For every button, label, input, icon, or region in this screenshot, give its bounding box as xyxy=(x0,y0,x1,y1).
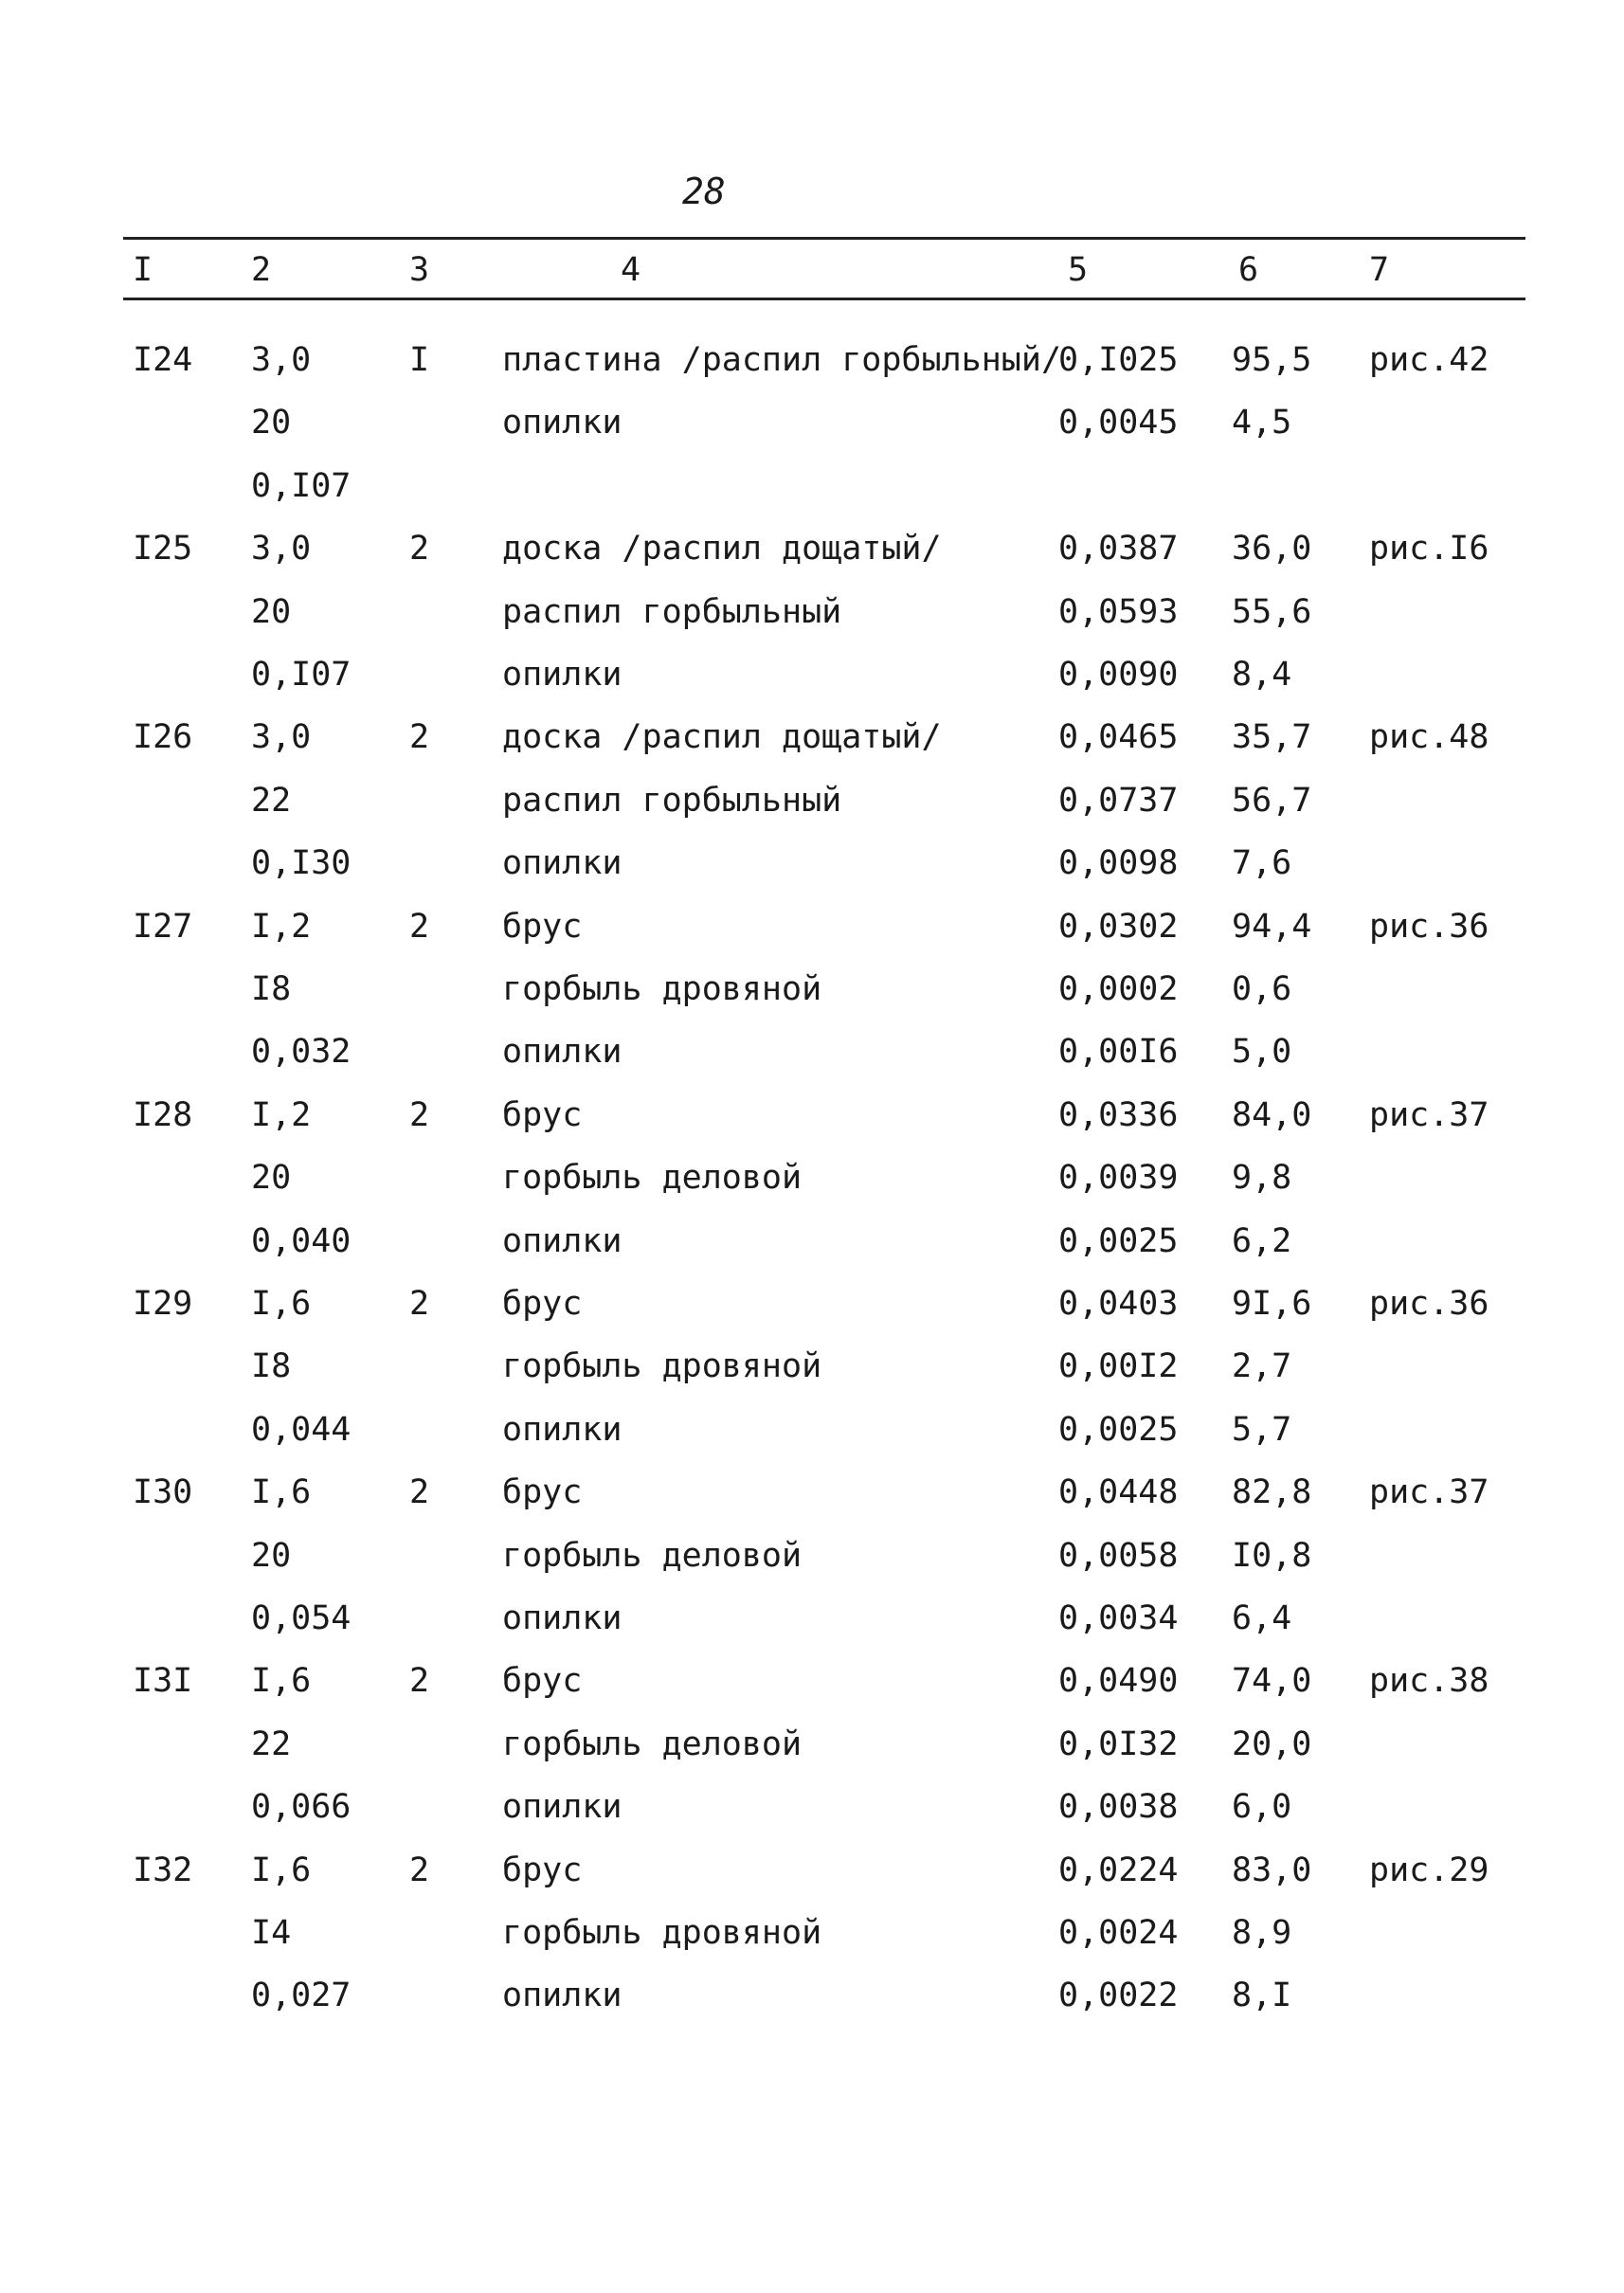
header-col-5: 5 xyxy=(1068,251,1089,289)
figure-ref-cell: рис.37 xyxy=(1369,1095,1489,1134)
dimension-cell: 20 xyxy=(251,592,292,631)
table-row xyxy=(0,1023,1624,1080)
count-cell: 2 xyxy=(409,1851,430,1889)
percent-cell: 9,8 xyxy=(1232,1159,1292,1198)
percent-cell: 74,0 xyxy=(1232,1662,1312,1701)
dimension-cell: 0,032 xyxy=(251,1033,352,1072)
product-name-cell: опилки xyxy=(502,1788,623,1827)
product-name-cell: горбыль дровяной xyxy=(502,1914,822,1952)
table-row xyxy=(0,1527,1624,1584)
percent-cell: 94,4 xyxy=(1232,907,1312,946)
percent-cell: 7,6 xyxy=(1232,844,1292,883)
percent-cell: 36,0 xyxy=(1232,530,1312,569)
table-header xyxy=(0,242,1624,298)
dimension-cell: I8 xyxy=(251,970,292,1008)
page-number: 28 xyxy=(682,171,726,212)
volume-cell: 0,0090 xyxy=(1058,656,1179,694)
product-name-cell: брус xyxy=(502,1662,583,1701)
volume-cell: 0,0034 xyxy=(1058,1599,1179,1637)
volume-cell: 0,0039 xyxy=(1058,1159,1179,1198)
percent-cell: 5,7 xyxy=(1232,1410,1292,1449)
header-col-7: 7 xyxy=(1369,251,1390,289)
product-name-cell: доска /распил дощатый/ xyxy=(502,718,942,757)
header-rule-top xyxy=(123,237,1525,240)
product-name-cell: доска /распил дощатый/ xyxy=(502,530,942,569)
volume-cell: 0,00I6 xyxy=(1058,1033,1179,1072)
table-row xyxy=(0,584,1624,641)
table-row xyxy=(0,1401,1624,1458)
table-row xyxy=(0,394,1624,451)
volume-cell: 0,0336 xyxy=(1058,1095,1179,1134)
table-row xyxy=(0,1716,1624,1773)
count-cell: 2 xyxy=(409,718,430,757)
table-row xyxy=(0,898,1624,955)
dimension-cell: 3,0 xyxy=(251,530,312,569)
percent-cell: 95,5 xyxy=(1232,341,1312,379)
table-row xyxy=(0,772,1624,829)
product-name-cell: брус xyxy=(502,1473,583,1512)
table-row xyxy=(0,332,1624,388)
volume-cell: 0,I025 xyxy=(1058,341,1179,379)
dimension-cell: 0,066 xyxy=(251,1788,352,1827)
product-name-cell: пластина /распил горбыльный/ xyxy=(502,341,1062,379)
product-name-cell: брус xyxy=(502,1095,583,1134)
product-name-cell: опилки xyxy=(502,1221,623,1260)
dimension-cell: 22 xyxy=(251,781,292,820)
product-name-cell: горбыль деловой xyxy=(502,1724,803,1763)
row-number-cell: I28 xyxy=(133,1095,193,1134)
volume-cell: 0,0045 xyxy=(1058,404,1179,442)
percent-cell: 82,8 xyxy=(1232,1473,1312,1512)
table-row xyxy=(0,1213,1624,1270)
product-name-cell: брус xyxy=(502,907,583,946)
table-row xyxy=(0,835,1624,892)
row-number-cell: I24 xyxy=(133,341,193,379)
product-name-cell: опилки xyxy=(502,1977,623,2015)
percent-cell: 4,5 xyxy=(1232,404,1292,442)
product-name-cell: горбыль деловой xyxy=(502,1536,803,1575)
header-rule-bottom xyxy=(123,298,1525,300)
header-col-4: 4 xyxy=(621,251,641,289)
percent-cell: 6,2 xyxy=(1232,1221,1292,1260)
dimension-cell: I,2 xyxy=(251,907,312,946)
volume-cell: 0,0490 xyxy=(1058,1662,1179,1701)
dimension-cell: 20 xyxy=(251,404,292,442)
table-row xyxy=(0,520,1624,577)
row-number-cell: I3I xyxy=(133,1662,193,1701)
volume-cell: 0,0387 xyxy=(1058,530,1179,569)
percent-cell: 83,0 xyxy=(1232,1851,1312,1889)
row-number-cell: I29 xyxy=(133,1285,193,1323)
volume-cell: 0,00I2 xyxy=(1058,1347,1179,1386)
dimension-cell: 0,I30 xyxy=(251,844,352,883)
percent-cell: 20,0 xyxy=(1232,1724,1312,1763)
table-row xyxy=(0,1149,1624,1206)
table-row xyxy=(0,1338,1624,1395)
product-name-cell: опилки xyxy=(502,1033,623,1072)
figure-ref-cell: рис.48 xyxy=(1369,718,1489,757)
dimension-cell: I,6 xyxy=(251,1662,312,1701)
volume-cell: 0,0593 xyxy=(1058,592,1179,631)
dimension-cell: 22 xyxy=(251,1724,292,1763)
percent-cell: 5,0 xyxy=(1232,1033,1292,1072)
dimension-cell: 3,0 xyxy=(251,341,312,379)
percent-cell: 8,4 xyxy=(1232,656,1292,694)
dimension-cell: 20 xyxy=(251,1536,292,1575)
product-name-cell: опилки xyxy=(502,1410,623,1449)
volume-cell: 0,0098 xyxy=(1058,844,1179,883)
figure-ref-cell: рис.38 xyxy=(1369,1662,1489,1701)
product-name-cell: опилки xyxy=(502,844,623,883)
dimension-cell: I,6 xyxy=(251,1285,312,1323)
volume-cell: 0,0024 xyxy=(1058,1914,1179,1952)
figure-ref-cell: рис.36 xyxy=(1369,1285,1489,1323)
table-row xyxy=(0,1778,1624,1835)
table-row xyxy=(0,1087,1624,1144)
count-cell: 2 xyxy=(409,1095,430,1134)
header-col-6: 6 xyxy=(1238,251,1259,289)
volume-cell: 0,0465 xyxy=(1058,718,1179,757)
table-row xyxy=(0,1464,1624,1521)
dimension-cell: I,2 xyxy=(251,1095,312,1134)
volume-cell: 0,0002 xyxy=(1058,970,1179,1008)
table-row xyxy=(0,458,1624,515)
row-number-cell: I26 xyxy=(133,718,193,757)
row-number-cell: I27 xyxy=(133,907,193,946)
dimension-cell: 0,027 xyxy=(251,1977,352,2015)
percent-cell: 56,7 xyxy=(1232,781,1312,820)
row-number-cell: I30 xyxy=(133,1473,193,1512)
percent-cell: 2,7 xyxy=(1232,1347,1292,1386)
dimension-cell: 0,044 xyxy=(251,1410,352,1449)
figure-ref-cell: рис.42 xyxy=(1369,341,1489,379)
table-row xyxy=(0,1842,1624,1899)
product-name-cell: распил горбыльный xyxy=(502,781,842,820)
dimension-cell: 0,I07 xyxy=(251,656,352,694)
volume-cell: 0,0025 xyxy=(1058,1410,1179,1449)
table-row xyxy=(0,1967,1624,2024)
table-row xyxy=(0,1590,1624,1647)
percent-cell: 6,4 xyxy=(1232,1599,1292,1637)
figure-ref-cell: рис.37 xyxy=(1369,1473,1489,1512)
volume-cell: 0,0038 xyxy=(1058,1788,1179,1827)
volume-cell: 0,0022 xyxy=(1058,1977,1179,2015)
header-col-1: I xyxy=(133,251,153,289)
product-name-cell: брус xyxy=(502,1285,583,1323)
volume-cell: 0,0403 xyxy=(1058,1285,1179,1323)
product-name-cell: опилки xyxy=(502,656,623,694)
count-cell: 2 xyxy=(409,1285,430,1323)
percent-cell: 9I,6 xyxy=(1232,1285,1312,1323)
figure-ref-cell: рис.I6 xyxy=(1369,530,1489,569)
table-row xyxy=(0,709,1624,766)
count-cell: I xyxy=(409,341,430,379)
volume-cell: 0,0302 xyxy=(1058,907,1179,946)
percent-cell: 84,0 xyxy=(1232,1095,1312,1134)
dimension-cell: 3,0 xyxy=(251,718,312,757)
percent-cell: 8,9 xyxy=(1232,1914,1292,1952)
percent-cell: 35,7 xyxy=(1232,718,1312,757)
count-cell: 2 xyxy=(409,1473,430,1512)
percent-cell: I0,8 xyxy=(1232,1536,1312,1575)
table-row xyxy=(0,961,1624,1018)
percent-cell: 8,I xyxy=(1232,1977,1292,2015)
dimension-cell: I8 xyxy=(251,1347,292,1386)
count-cell: 2 xyxy=(409,530,430,569)
header-col-2: 2 xyxy=(251,251,272,289)
product-name-cell: горбыль дровяной xyxy=(502,970,822,1008)
product-name-cell: брус xyxy=(502,1851,583,1889)
product-name-cell: горбыль дровяной xyxy=(502,1347,822,1386)
dimension-cell: I4 xyxy=(251,1914,292,1952)
percent-cell: 0,6 xyxy=(1232,970,1292,1008)
product-name-cell: опилки xyxy=(502,404,623,442)
volume-cell: 0,0I32 xyxy=(1058,1724,1179,1763)
percent-cell: 6,0 xyxy=(1232,1788,1292,1827)
product-name-cell: горбыль деловой xyxy=(502,1159,803,1198)
volume-cell: 0,0737 xyxy=(1058,781,1179,820)
figure-ref-cell: рис.36 xyxy=(1369,907,1489,946)
row-number-cell: I32 xyxy=(133,1851,193,1889)
volume-cell: 0,0025 xyxy=(1058,1221,1179,1260)
header-col-3: 3 xyxy=(409,251,430,289)
product-name-cell: опилки xyxy=(502,1599,623,1637)
table-row xyxy=(0,1275,1624,1332)
dimension-cell: I,6 xyxy=(251,1473,312,1512)
row-number-cell: I25 xyxy=(133,530,193,569)
volume-cell: 0,0224 xyxy=(1058,1851,1179,1889)
figure-ref-cell: рис.29 xyxy=(1369,1851,1489,1889)
count-cell: 2 xyxy=(409,1662,430,1701)
product-name-cell: распил горбыльный xyxy=(502,592,842,631)
dimension-cell: 0,054 xyxy=(251,1599,352,1637)
table-row xyxy=(0,646,1624,703)
volume-cell: 0,0448 xyxy=(1058,1473,1179,1512)
dimension-cell: I,6 xyxy=(251,1851,312,1889)
volume-cell: 0,0058 xyxy=(1058,1536,1179,1575)
dimension-cell: 20 xyxy=(251,1159,292,1198)
count-cell: 2 xyxy=(409,907,430,946)
percent-cell: 55,6 xyxy=(1232,592,1312,631)
table-row xyxy=(0,1652,1624,1709)
table-row xyxy=(0,1905,1624,1961)
dimension-cell: 0,I07 xyxy=(251,466,352,505)
dimension-cell: 0,040 xyxy=(251,1221,352,1260)
